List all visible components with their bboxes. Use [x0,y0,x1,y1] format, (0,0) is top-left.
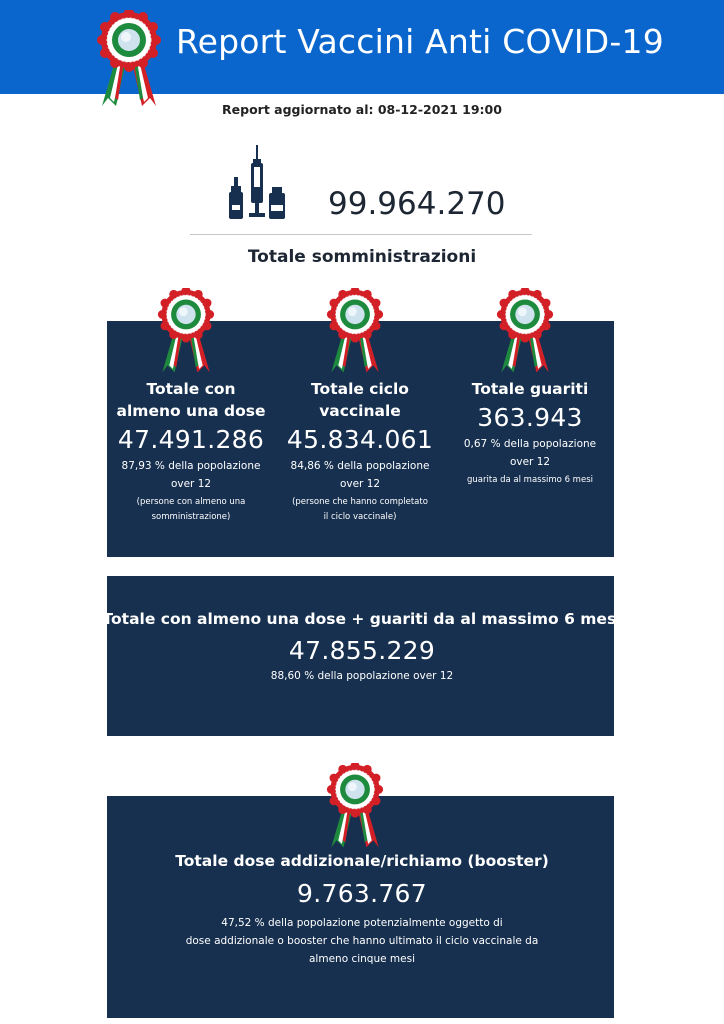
coccarda-icon [326,288,384,376]
page-title: Report Vaccini Anti COVID-19 [176,22,664,61]
card-note: guarita da al massimo 6 mesi [467,475,593,485]
coccarda-icon [157,288,215,376]
report-update-timestamp: Report aggiornato al: 08-12-2021 19:00 [222,102,502,117]
card-title: Totale guariti [471,380,589,398]
booster-title: Totale dose addizionale/richiamo (booster) [175,852,549,870]
card-title: Totale ciclo vaccinale [311,380,409,420]
booster-value: 9.763.767 [297,879,427,908]
vaccine-syringe-vials-icon [226,145,288,221]
card-percentage: 0,67 % della popolazione over 12 [463,438,597,468]
card-title: Totale con almeno una dose [116,380,266,420]
totale-somministrazioni-value: 99.964.270 [328,186,506,222]
card-guariti [450,378,610,488]
card-ciclo-vaccinale [280,378,440,525]
card-note: (persone con almeno una somministrazione) [136,497,246,522]
coccarda-icon [96,10,162,110]
booster-description: 47,52 % della popolazione potenzialmente oggetto di dose addizionale o booster che hanno ultimato il ciclo vaccinale da almeno cinque mesi [185,917,539,965]
card-note: (persone che hanno completato il ciclo vaccinale) [292,497,428,522]
card-almeno-una-dose [111,378,271,525]
totale-somministrazioni-label: Totale somministrazioni [247,247,477,267]
combined-title: Totale con almeno una dose + guariti da al massimo 6 mesi [102,610,622,628]
card-percentage: 87,93 % della popolazione over 12 [121,460,261,490]
coccarda-icon [326,763,384,851]
card-value: 363.943 [477,403,583,432]
divider [190,234,532,235]
combined-percentage: 88,60 % della popolazione over 12 [270,670,454,682]
card-value: 47.491.286 [117,425,265,454]
combined-value: 47.855.229 [288,636,436,665]
card-value: 45.834.061 [286,425,434,454]
card-percentage: 84,86 % della popolazione over 12 [290,460,430,490]
coccarda-icon [496,288,554,376]
